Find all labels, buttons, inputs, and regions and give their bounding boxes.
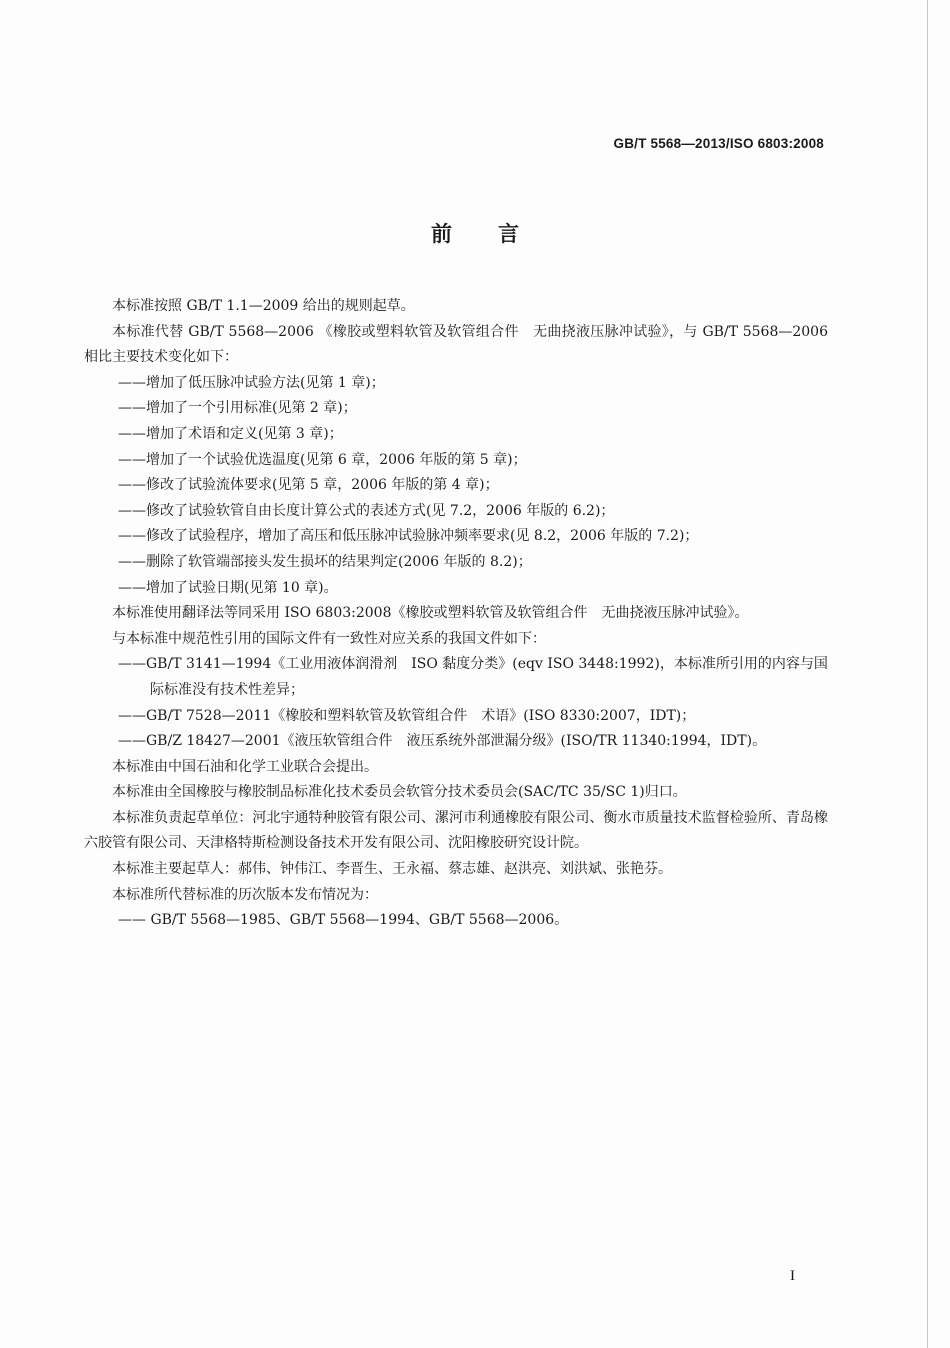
- change-item: ——增加了低压脉冲试验方法(见第 1 章)；: [118, 374, 385, 391]
- change-item: ——修改了试验程序，增加了高压和低压脉冲试验脉冲频率要求(见 8.2，2006 年版的 7.2)；: [118, 528, 699, 545]
- page-number: I: [790, 1268, 795, 1284]
- standard-code-header: GB/T 5568—2013/ISO 6803:2008: [613, 136, 824, 151]
- paragraph-drafting-units: 本标准负责起草单位：河北宇通特种胶管有限公司、漯河市利通橡胶有限公司、衡水市质量技术监督检验所、青岛橡六胶管有限公司、天津格特斯检测设备技术开发有限公司、沈阳橡胶研究设计院。: [84, 809, 828, 852]
- paragraph-drafting-rules: 本标准按照 GB/T 1.1—2009 给出的规则起草。: [112, 298, 415, 314]
- paragraph-under-jurisdiction: 本标准由全国橡胶与橡胶制品标准化技术委员会软管分技术委员会(SAC/TC 35/SC 1)归口。: [112, 784, 687, 801]
- paragraph-correspondence: 与本标准中规范性引用的国际文件有一致性对应关系的我国文件如下：: [112, 630, 546, 647]
- change-item: ——增加了试验日期(见第 10 章)。: [118, 579, 338, 596]
- page-title: 前言: [431, 222, 565, 246]
- reference-item: ——GB/T 7528—2011《橡胶和塑料软管及软管组合件 术语》(ISO 8330:2007，IDT)；: [118, 707, 696, 724]
- paragraph-proposed-by: 本标准由中国石油和化学工业联合会提出。: [112, 758, 378, 775]
- change-item: ——修改了试验软管自由长度计算公式的表述方式(见 7.2，2006 年版的 6.2)；: [118, 502, 615, 519]
- foreword-body: [84, 294, 828, 934]
- reference-item: ——GB/Z 18427—2001《液压软管组合件 液压系统外部泄漏分级》(ISO/TR 11340:1994，IDT)。: [118, 733, 767, 750]
- paragraph-replaces: 本标准代替 GB/T 5568—2006 《橡胶或塑料软管及软管组合件 无曲挠液压脉冲试验》，与 GB/T 5568—2006 相比主要技术变化如下：: [84, 323, 828, 366]
- history-item: —— GB/T 5568—1985、GB/T 5568—1994、GB/T 5568—2006。: [118, 912, 569, 929]
- change-item: ——增加了一个试验优选温度(见第 6 章，2006 年版的第 5 章)；: [118, 451, 527, 468]
- change-item: ——删除了软管端部接头发生损坏的结果判定(2006 年版的 8.2)；: [118, 553, 532, 570]
- paragraph-drafters: 本标准主要起草人：郝伟、钟伟江、李晋生、王永福、蔡志雄、赵洪亮、刘洪斌、张艳芬。: [112, 861, 672, 878]
- reference-item: ——GB/T 3141—1994《工业用液体润滑剂 ISO 黏度分类》(eqv ISO 3448:1992)，本标准所引用的内容与国际标准没有技术性差异；: [118, 656, 828, 698]
- page-edge-line: [927, 0, 928, 1348]
- paragraph-history-intro: 本标准所代替标准的历次版本发布情况为：: [112, 886, 378, 903]
- change-item: ——修改了试验流体要求(见第 5 章，2006 年版的第 4 章)；: [118, 477, 499, 494]
- paragraph-adoption: 本标准使用翻译法等同采用 ISO 6803:2008《橡胶或塑料软管及软管组合件 无曲挠液压脉冲试验》。: [112, 605, 749, 622]
- change-item: ——增加了一个引用标准(见第 2 章)；: [118, 400, 357, 417]
- change-item: ——增加了术语和定义(见第 3 章)；: [118, 425, 343, 442]
